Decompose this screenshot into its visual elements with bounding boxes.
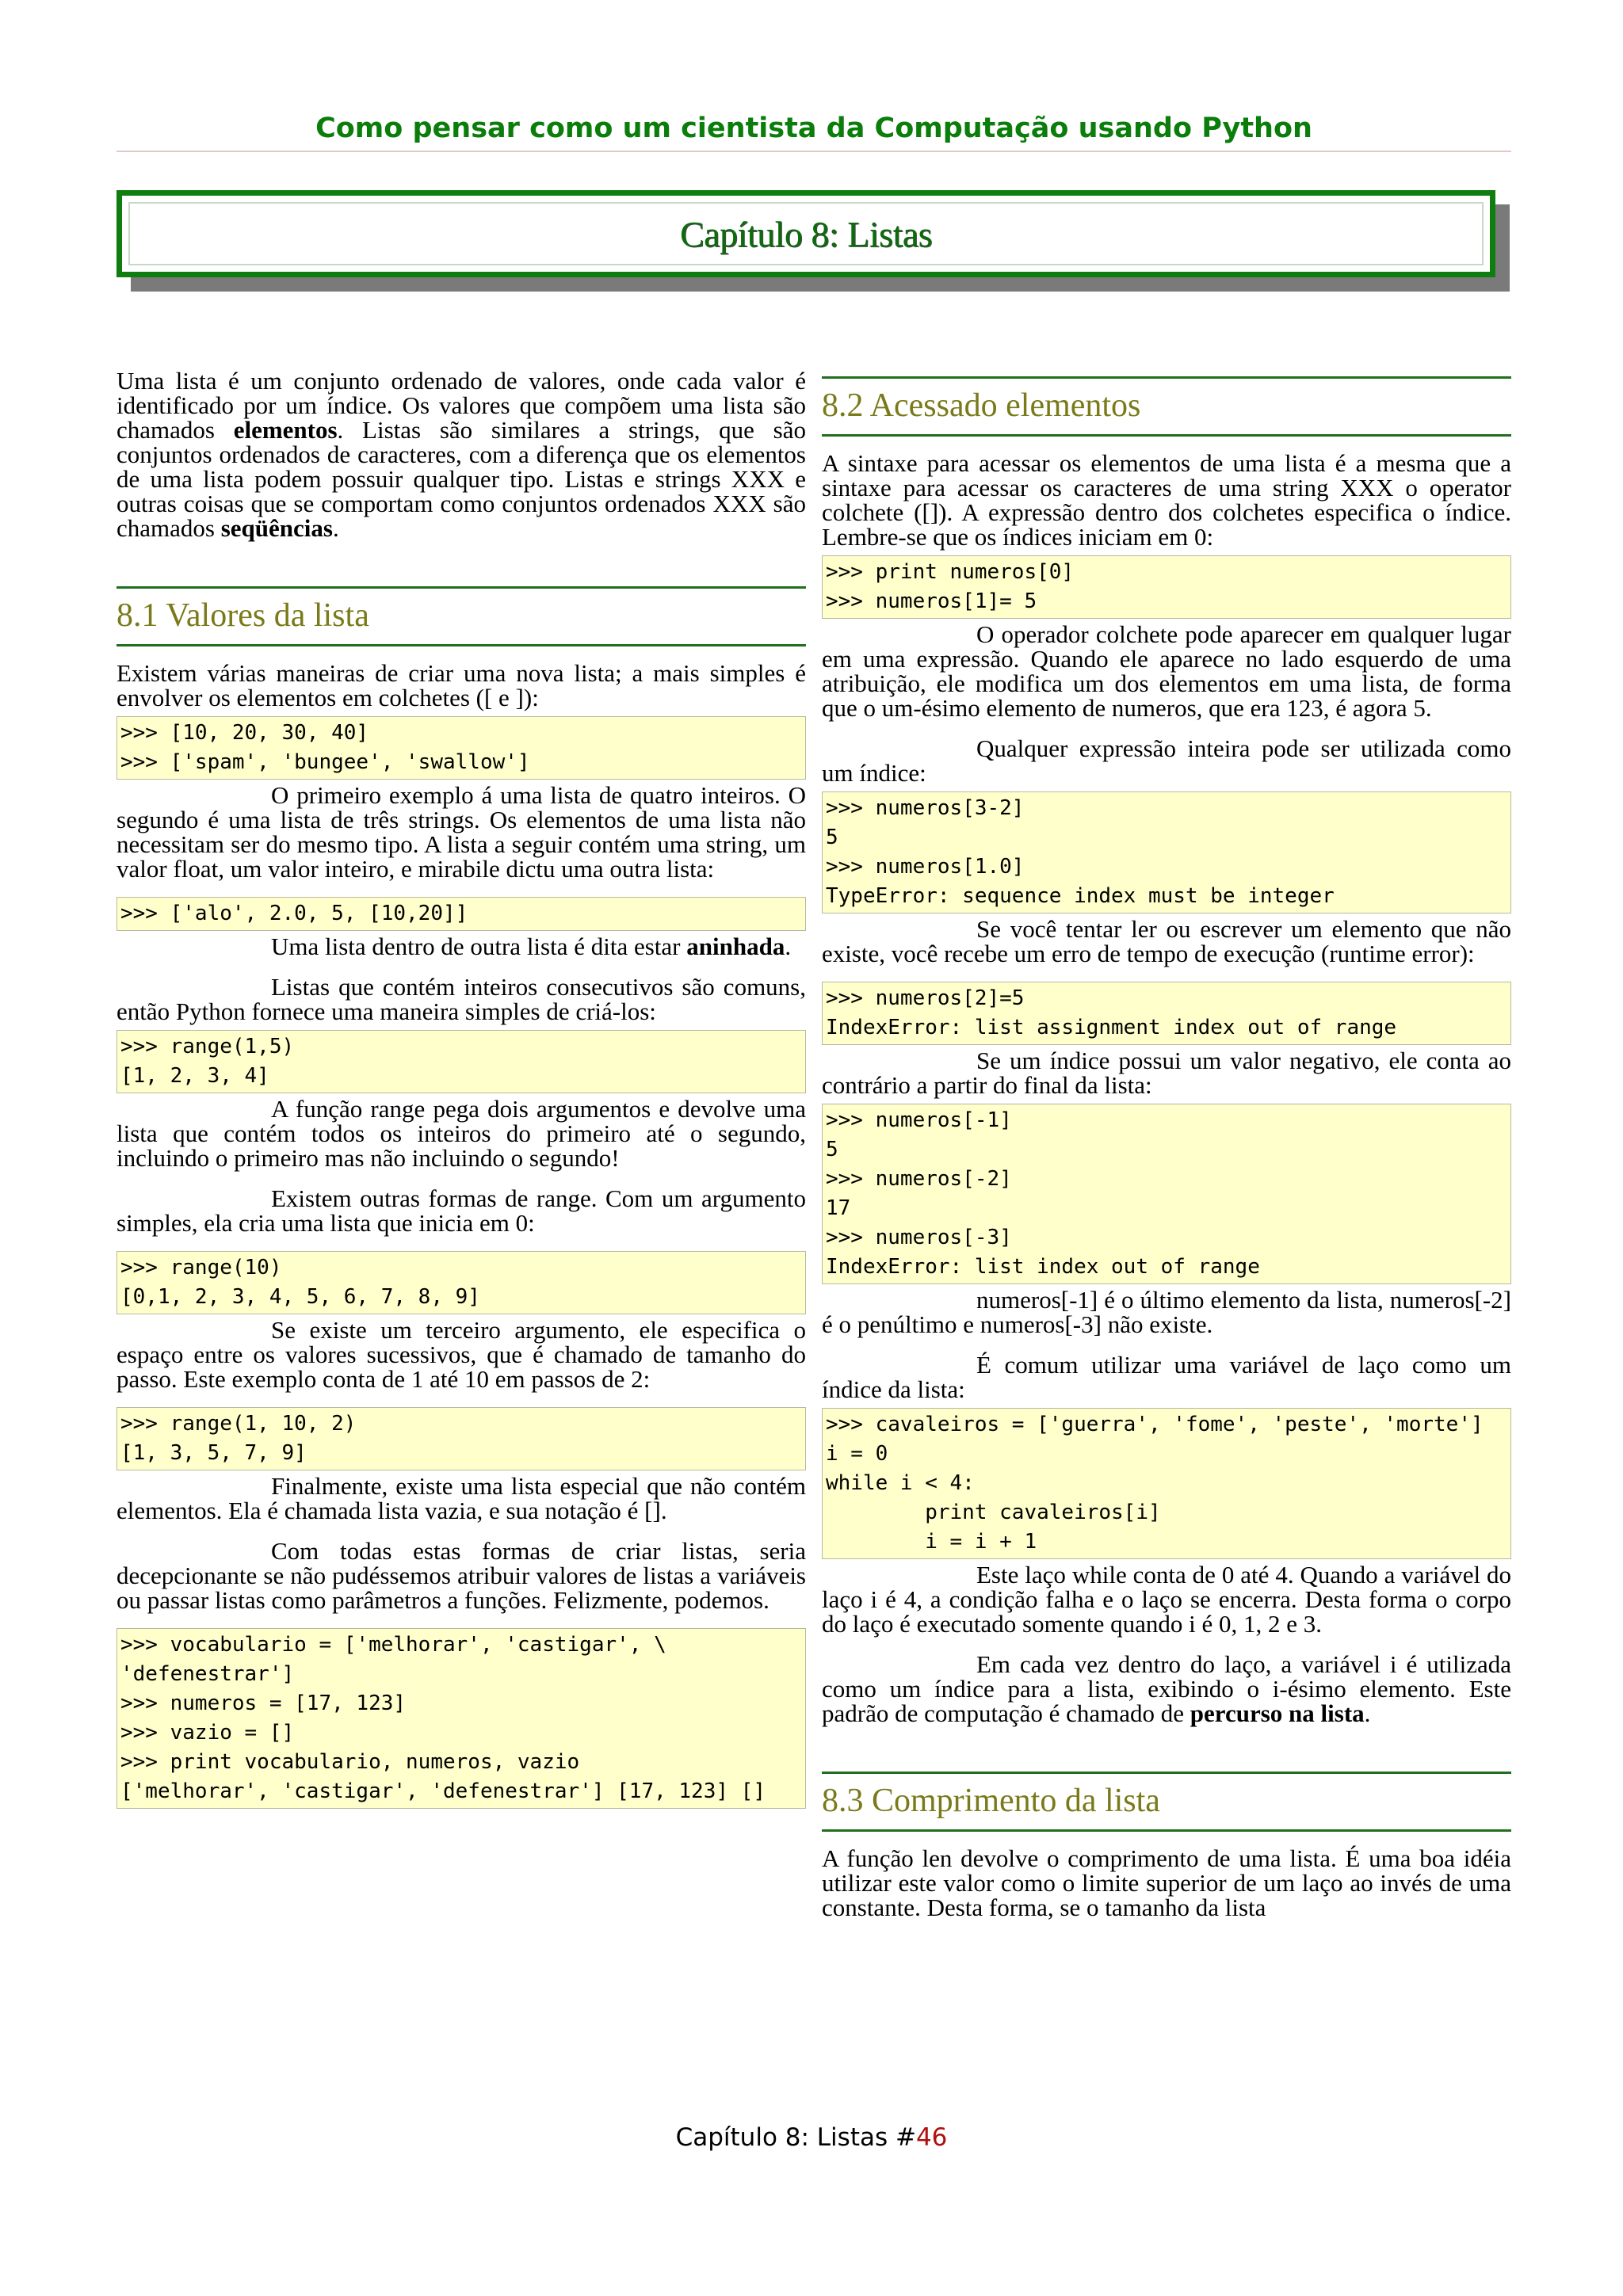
chapter-title: Capítulo 8: Listas [679,213,933,254]
paragraph: A função range pega dois argumentos e devolve uma lista que contém todos os inteiros do primeiro até o segundo, incluindo o primeiro mas não incluindo o segundo! [116,1095,806,1172]
chapter-title-frame [128,202,1484,265]
code-block: >>> [10, 20, 30, 40] >>> ['spam', 'bungee', 'swallow'] [116,716,806,780]
paragraph: A sintaxe para acessar os elementos de uma lista é a mesma que a sintaxe para acessar os caracteres de uma string XXX o operator colchete ([]). A expressão dentro dos colchetes especifica o índice. Lembre-se que os índices iniciam em 0: [822,449,1511,551]
paragraph: numeros[-1] é o último elemento da lista, numeros[-2] é o penúltimo e numeros[-3] não existe. [822,1286,1511,1338]
header-rule [116,151,1511,152]
section-heading-8-3: 8.3 Comprimento da lista [822,1772,1511,1832]
intro-paragraph: Uma lista é um conjunto ordenado de valores, onde cada valor é identificado por um índice. Os valores que compõem uma lista são chamados elementos. Listas são similares a strings, que são conjuntos ordenados de caracteres, com a diferença que os elementos de uma lista podem possuir qualquer tipo. Listas e strings XXX e outras coisas que se comportam como conjuntos ordenados XXX são chamados seqüências. [116,367,806,542]
running-head: Como pensar como um cientista da Computação usando Python [315,113,1312,144]
paragraph: É comum utilizar uma variável de laço como um índice da lista: [822,1351,1511,1403]
chapter-title-box [116,190,1495,277]
paragraph: Qualquer expressão inteira pode ser utilizada como um índice: [822,734,1511,787]
right-column [822,368,1511,1936]
code-block: >>> numeros[3-2] 5 >>> numeros[1.0] TypeError: sequence index must be integer [822,791,1511,913]
paragraph: Este laço while conta de 0 até 4. Quando a variável do laço i é 4, a condição falha e o laço se encerra. Desta forma o corpo do laço é executado somente quando i é 0, 1, 2 e 3. [822,1561,1511,1638]
page-footer [0,2123,1623,2152]
code-block: >>> numeros[2]=5 IndexError: list assignment index out of range [822,982,1511,1045]
page-number: 46 [915,2123,948,2152]
code-block: >>> numeros[-1] 5 >>> numeros[-2] 17 >>> numeros[-3] IndexError: list index out of range [822,1104,1511,1284]
code-block: >>> ['alo', 2.0, 5, [10,20]] [116,897,806,931]
paragraph: Em cada vez dentro do laço, a variável i é utilizada como um índice para a lista, exibindo o i-ésimo elemento. Este padrão de computação é chamado de percurso na lista. [822,1650,1511,1727]
code-block: >>> cavaleiros = ['guerra', 'fome', 'peste', 'morte'] i = 0 while i < 4: print cavaleiros[i] i = i + 1 [822,1408,1511,1559]
paragraph: O primeiro exemplo á uma lista de quatro inteiros. O segundo é uma lista de três strings. Os elementos de uma lista não necessitam ser do mesmo tipo. A lista a seguir contém uma string, um valor float, um valor inteiro, e mirabile dictu uma outra lista: [116,781,806,883]
code-block: >>> range(10) [0,1, 2, 3, 4, 5, 6, 7, 8, 9] [116,1251,806,1314]
left-column [116,368,806,1812]
paragraph: Se um índice possui um valor negativo, ele conta ao contrário a partir do final da lista: [822,1047,1511,1099]
paragraph: Se existe um terceiro argumento, ele especifica o espaço entre os valores sucessivos, que é chamado de tamanho do passo. Este exemplo conta de 1 até 10 em passos de 2: [116,1316,806,1393]
code-block: >>> range(1,5) [1, 2, 3, 4] [116,1030,806,1093]
paragraph: O operador colchete pode aparecer em qualquer lugar em uma expressão. Quando ele aparece no lado esquerdo de uma atribuição, ele modifica um dos elementos em uma lista, de forma que o um-ésimo elemento de numeros, que era 123, é agora 5. [822,620,1511,722]
paragraph: Uma lista dentro de outra lista é dita estar aninhada. [271,933,792,960]
code-block: >>> print numeros[0] >>> numeros[1]= 5 [822,555,1511,619]
paragraph: A função len devolve o comprimento de uma lista. É uma boa idéia utilizar este valor como o limite superior de um laço ao invés de uma constante. Desta forma, se o tamanho da lista [822,1844,1511,1921]
paragraph: Finalmente, existe uma lista especial que não contém elementos. Ela é chamada lista vazia, e sua notação é []. [116,1472,806,1524]
code-block: >>> vocabulario = ['melhorar', 'castigar', \ 'defenestrar'] >>> numeros = [17, 123] >>> vazio = [] >>> print vocabulario, numeros, vazio ['melhorar', 'castigar', 'defenestrar'] [17, 123] [] [116,1628,806,1809]
paragraph: Existem outras formas de range. Com um argumento simples, ela cria uma lista que inicia em 0: [116,1184,806,1237]
footer-label: Capítulo 8: Listas # [675,2123,916,2152]
paragraph: Com todas estas formas de criar listas, seria decepcionante se não pudéssemos atribuir valores de listas a variáveis ou passar listas como parâmetros a funções. Felizmente, podemos. [116,1537,806,1614]
paragraph: Existem várias maneiras de criar uma nova lista; a mais simples é envolver os elementos em colchetes ([ e ]): [116,659,806,711]
paragraph: Listas que contém inteiros consecutivos são comuns, então Python fornece uma maneira simples de criá-los: [116,973,806,1025]
paragraph: Se você tentar ler ou escrever um elemento que não existe, você recebe um erro de tempo de execução (runtime error): [822,915,1511,967]
section-heading-8-2: 8.2 Acessado elementos [822,376,1511,437]
code-block: >>> range(1, 10, 2) [1, 3, 5, 7, 9] [116,1407,806,1470]
section-heading-8-1: 8.1 Valores da lista [116,586,806,646]
